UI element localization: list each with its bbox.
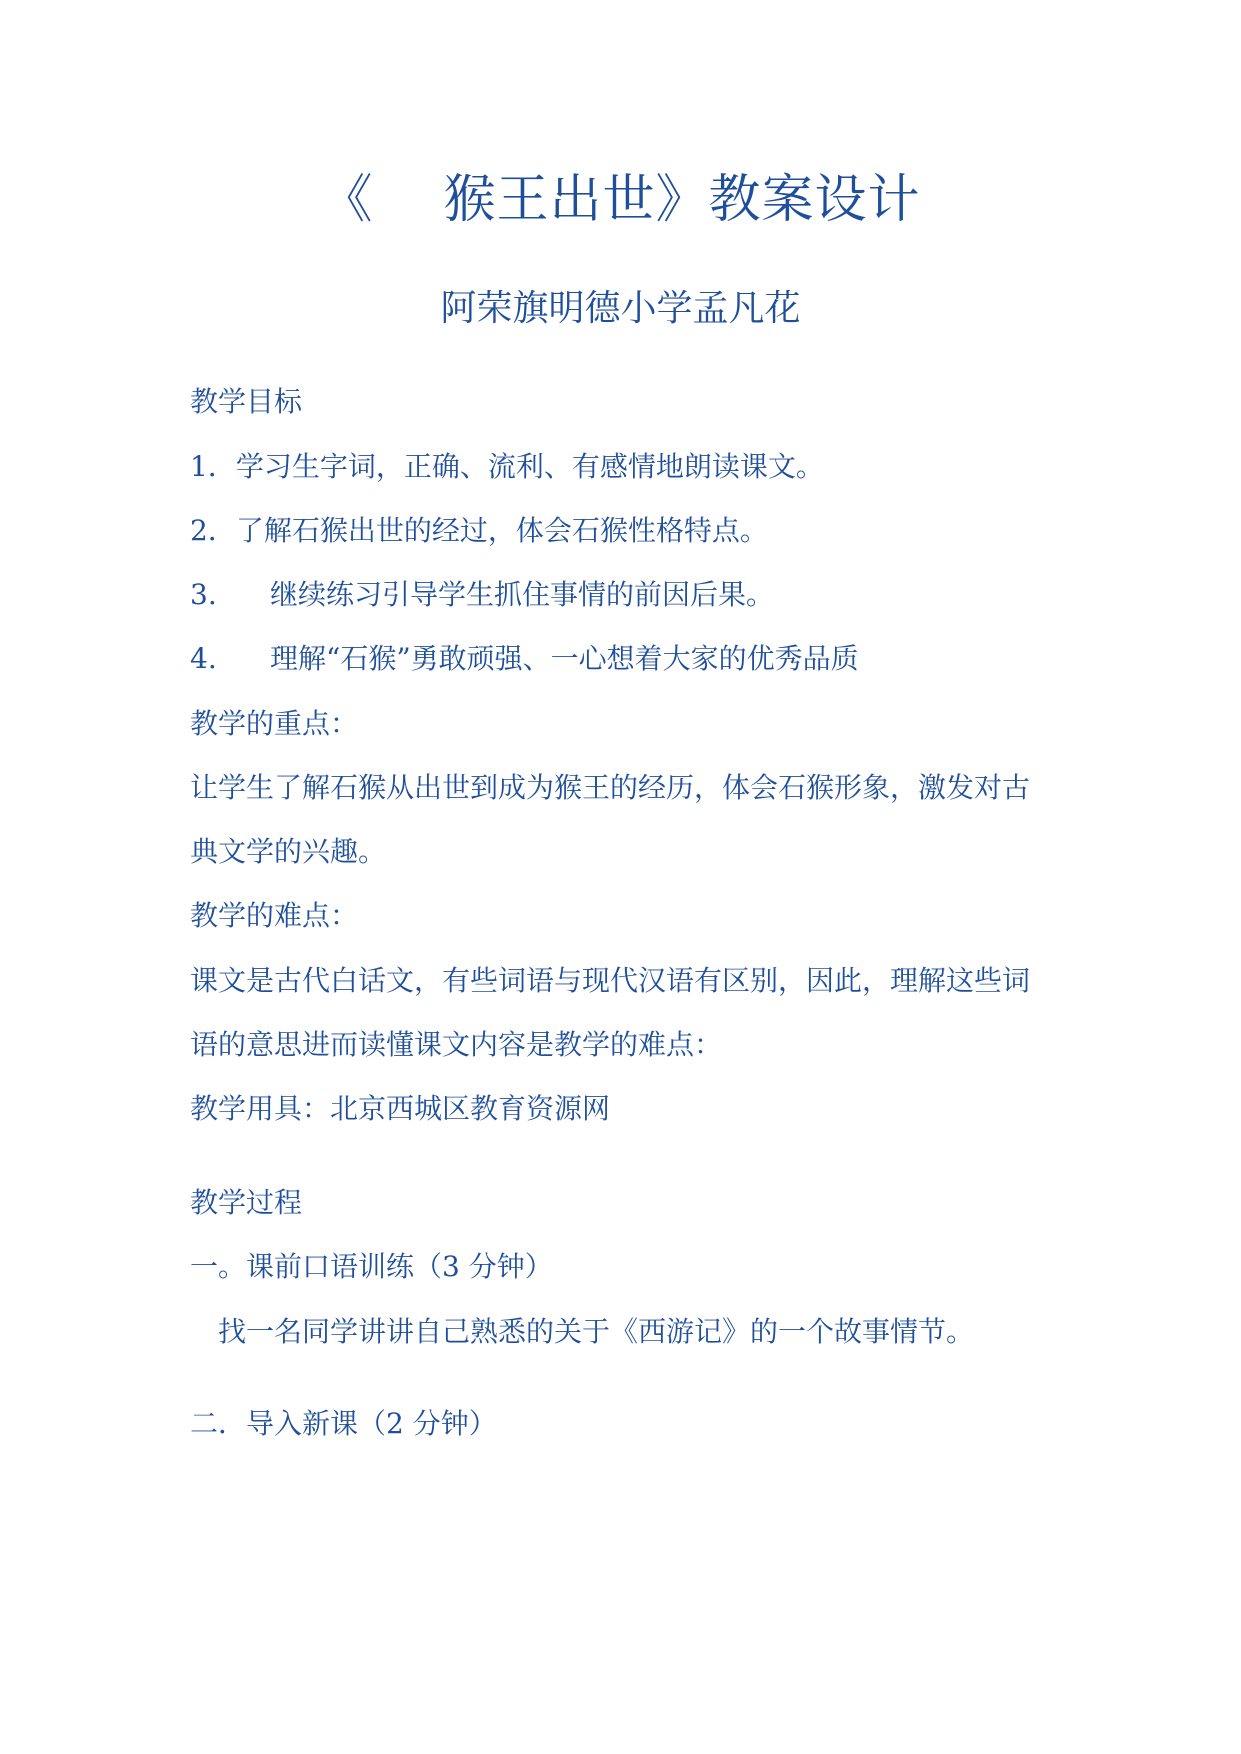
goal-item-3-number: 3. (190, 578, 217, 611)
teaching-tools: 教学用具：北京西城区教育资源网 (190, 1092, 611, 1125)
goal-item-3-text: 继续练习引导学生抓住事情的前因后果。 (270, 578, 775, 611)
goals-heading: 教学目标 (190, 385, 303, 418)
key-point-heading: 教学的重点： (190, 707, 359, 740)
goal-item-2: 2．了解石猴出世的经过，体会石猴性格特点。 (190, 514, 768, 547)
key-point-line-2: 典文学的兴趣。 (190, 835, 387, 868)
document-title (0, 168, 1241, 232)
process-step-1-detail: 找一名同学讲讲自己熟悉的关于《西游记》的一个故事情节。 (218, 1315, 975, 1348)
goal-item-1: 1．学习生字词，正确、流利、有感情地朗读课文。 (190, 450, 824, 483)
author-line: 阿荣旗明德小学孟凡花 (440, 288, 801, 329)
difficulty-line-2: 语的意思进而读懂课文内容是教学的难点： (190, 1028, 723, 1061)
goal-item-4-text: 理解“石猴”勇敢顽强、一心想着大家的优秀品质 (270, 642, 859, 675)
difficulty-heading: 教学的难点： (190, 899, 359, 932)
goal-item-4-number: 4. (190, 642, 217, 675)
title-text: 猴王出世》教案设计 (443, 170, 921, 230)
goal-item-4 (190, 641, 859, 677)
goal-item-3 (190, 577, 774, 613)
process-step-1: 一。课前口语训练（3 分钟） (190, 1250, 553, 1283)
process-heading: 教学过程 (190, 1186, 303, 1219)
process-step-2: 二．导入新课（2 分钟） (190, 1407, 497, 1440)
title-open-bracket: 《 (320, 170, 374, 230)
key-point-line-1: 让学生了解石猴从出世到成为猴王的经历，体会石猴形象，激发对古 (190, 771, 1031, 804)
difficulty-line-1: 课文是古代白话文，有些词语与现代汉语有区别，因此，理解这些词 (190, 964, 1031, 997)
